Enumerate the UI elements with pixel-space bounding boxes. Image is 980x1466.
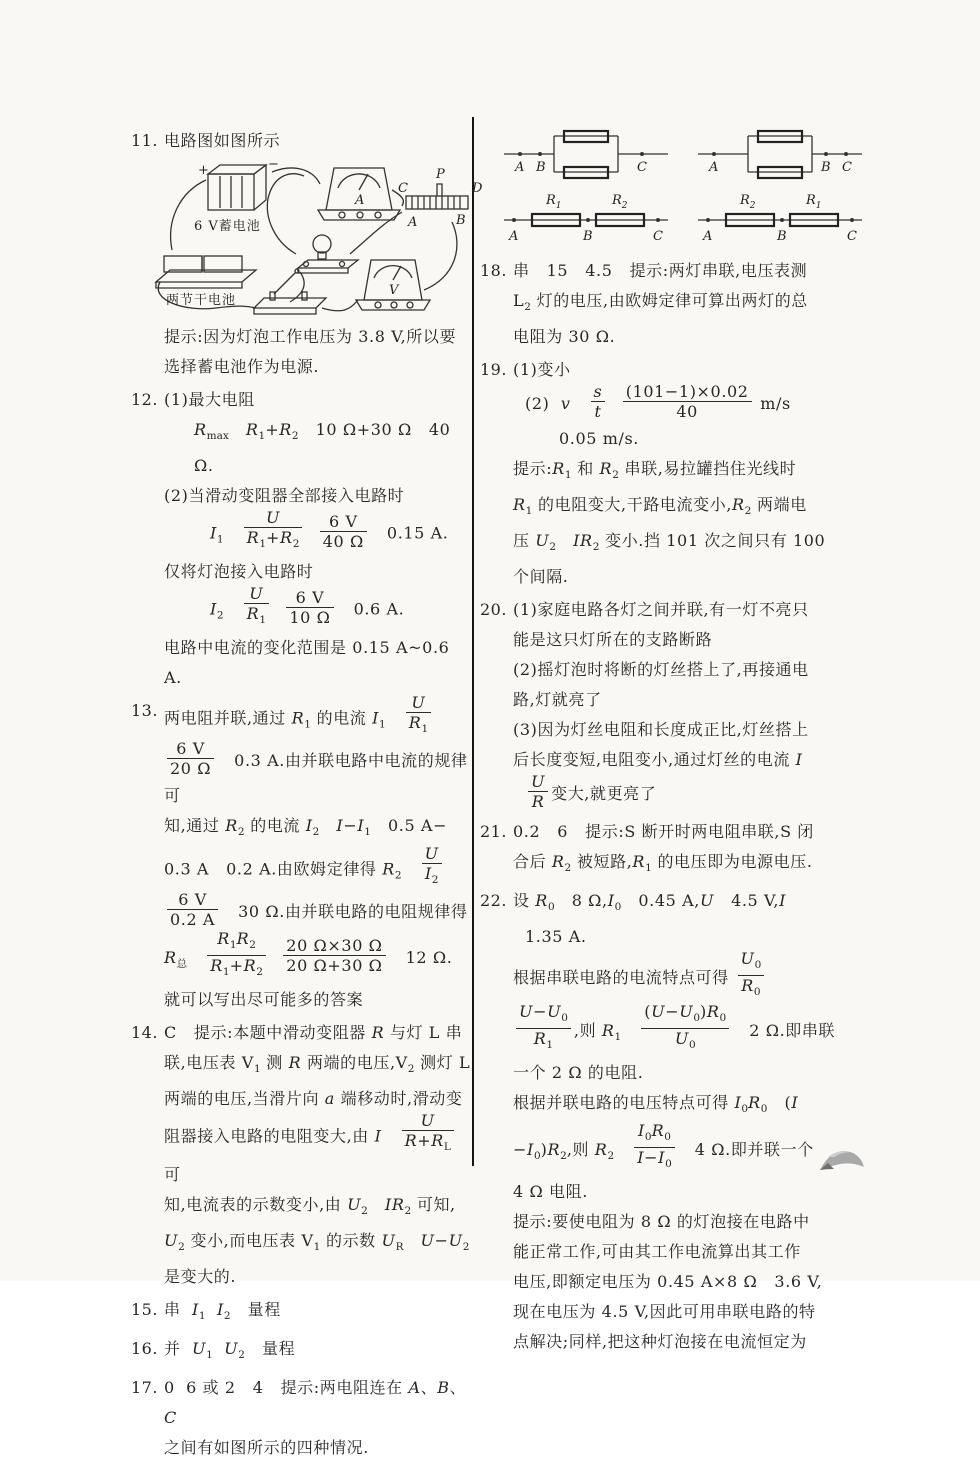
answer-item-15: [131, 1295, 472, 1331]
left-column: [131, 126, 483, 1466]
text-line: 一个 2 Ω 的电阻.: [513, 1063, 644, 1082]
text-line: $\frac{6 V}{20 \Omega}$ 0.3 A.由并联电路中电流的规律可: [164, 739, 468, 805]
formula-line: $I_1$ $\frac{U}{R_1+R_2}$ $\frac{6 V}{40 \Omega}$ 0.15 A.: [210, 508, 449, 551]
text-line: 设 $R_0$ 8 $\Omega,I_0$ 0.45 A,U 4.5 V,I: [513, 891, 786, 913]
item-body: [164, 1018, 472, 1292]
text-line: 串 15 4.5 提示:两灯串联,电压表测: [513, 261, 808, 280]
resistor-label: R: [740, 193, 750, 208]
scan-artifact-thumb: [818, 1148, 870, 1178]
minus-terminal-label: −: [268, 157, 279, 172]
text-line: 0.3 A 0.2 A.由欧姆定律得 $R_2$ $\frac{U}{I_2}$: [164, 847, 472, 893]
resistor-sub: 1: [555, 201, 562, 211]
text-line: 4 Ω 电阻.: [513, 1182, 588, 1201]
formula-line: 0.05 m/s.: [559, 429, 639, 448]
item-body: [164, 385, 472, 693]
four-circuit-cases-figure: [500, 126, 872, 244]
text-line: 就可以写出尽可能多的答案: [164, 990, 364, 1009]
rheostat-A-label: A: [408, 215, 418, 230]
item-body: [513, 595, 872, 814]
series-diagram-row: [500, 188, 872, 244]
text-line: 能是这只灯所在的支路断路: [513, 630, 713, 649]
resistor-sub: 2: [749, 201, 756, 211]
text-line: 根据并联电路的电压特点可得 $I_0R_0$ (I: [513, 1093, 799, 1115]
text-line: (1)家庭电路各灯之间并联,有一灯不亮只: [513, 600, 809, 619]
text-line: 提示$:R_1$ 和 $R_2$ 串联,易拉罐挡住光线时: [513, 459, 797, 481]
resistor-sub: 1: [815, 201, 822, 211]
text-line: 路,灯就亮了: [513, 690, 602, 709]
svg-text:R2: [739, 193, 756, 211]
text-line: 并 $U_1$ $U_2$ 量程: [164, 1339, 296, 1361]
circuit-photo-figure: [150, 157, 486, 320]
parallel-diagram-2: [694, 126, 866, 184]
item-number: 18.: [480, 261, 507, 280]
voltmeter-letter: V: [389, 283, 399, 298]
resistor-sub: 2: [621, 201, 628, 211]
text-line: 知,电流表的示数变小,由 $U_2$ $IR_2$ 可知,: [164, 1195, 456, 1217]
resistor-label: R: [612, 193, 622, 208]
text-line: 点解决;同样,把这种灯泡接在电流恒定为: [513, 1332, 807, 1351]
dry-cells: [156, 256, 256, 308]
text-line: 个间隔.: [513, 567, 569, 586]
text-line: 联,电压表 $V_1$ 测 R 两端的电压$,V_2$ 测灯 L: [164, 1053, 471, 1075]
text-line: 两电阻并联,通过 $R_1$ 的电流 $I_1$ $\frac{U}{R_1}$: [164, 696, 472, 742]
node-B-label: B: [583, 229, 593, 244]
text-line: (2)摇灯泡时将断的灯丝搭上了,再接通电: [513, 660, 809, 679]
item-body: [164, 1295, 472, 1331]
resistor-label: R: [546, 193, 556, 208]
item-body: [513, 256, 872, 352]
rheostat-D-label: D: [472, 181, 483, 196]
node-B-label: B: [536, 160, 546, 175]
formula-line: $\frac{U-U_0}{R_1}$ ,则 $R_1$ $\frac{(U-U_0)R_0}{U_0}$ 2 Ω.即串联: [513, 1005, 872, 1058]
item-number: 20.: [480, 600, 507, 619]
rheostat: [398, 167, 483, 230]
answer-item-19: [480, 355, 872, 592]
ammeter-letter: A: [355, 193, 365, 208]
resistor-label: R: [806, 193, 816, 208]
item-body: [164, 1334, 472, 1370]
formula-line: $-I_0)R_2$,则 $R_2$ $\frac{I_0R_0}{I-I_0}$ 4 Ω.即并联一个: [513, 1121, 814, 1170]
voltmeter: [356, 260, 430, 310]
item-number: 11.: [131, 131, 158, 150]
answer-item-16: [131, 1334, 472, 1370]
answer-item-14: [131, 1018, 472, 1292]
text-line: 是变大的.: [164, 1267, 237, 1286]
formula-line: $R_{max}$ $R_1+R_2$ 10 Ω+30 Ω 40 Ω.: [194, 420, 457, 475]
text-line: 提示:因为灯泡工作电压为 3.8 V,所以要: [164, 327, 457, 346]
text-line: 串 $I_1$ $I_2$ 量程: [164, 1300, 281, 1322]
text-line: 能正常工作,可由其工作电流算出其工作: [513, 1242, 801, 1261]
text-line: 选择蓄电池作为电源.: [164, 357, 320, 376]
ammeter: [318, 168, 400, 220]
plus-terminal-label: +: [198, 163, 209, 178]
node-C-label: C: [637, 160, 647, 175]
rheostat-P-label: P: [436, 167, 445, 182]
text-line: $U_2$ 变小,而电压表 $V_1$ 的示数 $U_R$ $U-U_2$: [164, 1231, 470, 1253]
answer-item-22: [480, 886, 872, 1357]
answer-item-17: [131, 1373, 472, 1463]
item-number: 14.: [131, 1023, 158, 1042]
formula-line: $I_2$ $\frac{U}{R_1}$ $\frac{6 V}{10 \Omega}$ 0.6 A.: [210, 584, 405, 627]
text-line: $R_1$ 的电阻变大,干路电流变小$,R_2$ 两端电: [513, 495, 807, 517]
item-number: 16.: [131, 1339, 158, 1358]
item-body: [513, 886, 872, 1357]
answer-item-21: [480, 817, 872, 883]
text-line: 0.2 6 提示:S 断开时两电阻串联,S 闭: [513, 822, 814, 841]
answer-item-11: [131, 126, 483, 382]
node-C-label: C: [842, 160, 852, 175]
text-line: 知,通过 $R_2$ 的电流 $I_2$ $I-I_1$ 0.5 A−: [164, 816, 448, 838]
parallel-diagram-1: [500, 126, 672, 184]
text-line: (1)最大电阻: [164, 390, 255, 409]
rheostat-B-label: B: [456, 213, 466, 228]
text-line: 后长度变短,电阻变小,通过灯丝的电流 I: [513, 750, 803, 769]
storage-battery: [194, 157, 279, 234]
node-C-label: C: [653, 229, 663, 244]
text-line: $\frac{6 V}{0.2 A}$ 30 Ω.由并联电路的电阻规律得: [164, 893, 472, 932]
text-line: 0 6 或 2 4 提示:两电阻连在 A、B、C: [164, 1378, 467, 1427]
item-body: [513, 817, 872, 883]
item-number: 21.: [480, 822, 507, 841]
switch: [254, 269, 326, 314]
text-line: 电压,即额定电压为 0.45 A×8 Ω 3.6 V,: [513, 1272, 823, 1291]
wires: [158, 168, 457, 311]
text-line: 阻器接入电路的电阻变大,由 I $\frac{U}{R+R_L}$ 可: [164, 1114, 472, 1190]
item-number: 22.: [480, 891, 507, 910]
text-line: 两端的电压,当滑片向 a 端移动时,滑动变: [164, 1089, 463, 1108]
drycells-label: 两节干电池: [166, 293, 237, 308]
answer-item-18: [480, 256, 872, 352]
item-body: [513, 355, 872, 592]
item-body: [164, 126, 483, 382]
text-line: $L_2$ 灯的电压,由欧姆定律可算出两灯的总: [513, 291, 808, 313]
series-diagram-2: [694, 188, 866, 244]
right-column: [480, 124, 872, 1360]
node-A-label: A: [515, 160, 525, 175]
lamp: [298, 235, 358, 273]
text-line: 之间有如图所示的四种情况.: [164, 1438, 369, 1457]
formula-line: $R_总$ $\frac{R_1R_2}{R_1+R_2}$ $\frac{20 \Omega\times 30 \Omega}{20 \Omega+30 \Omega}$ 12 Ω.: [164, 929, 453, 978]
answer-item-20: [480, 595, 872, 814]
formula-line: 根据串联电路的电流特点可得 $\frac{U_0}{R_0}$: [513, 952, 872, 1005]
node-A-label: A: [509, 229, 519, 244]
text-line: 仅将灯泡接入电路时: [164, 562, 314, 581]
formula-line: (2) v $\frac{s}{t}$ $\frac{(101-1)\times 0.02}{40}$ m/s: [525, 382, 791, 421]
text-line: (2)当滑动变阻器全部接入电路时: [164, 486, 405, 505]
text-line: (1)变小: [513, 360, 571, 379]
text-line: 现在电压为 4.5 V,因此可用串联电路的特: [513, 1302, 816, 1321]
text-line: 压 $U_2$ $IR_2$ 变小.挡 101 次之间只有 100: [513, 531, 826, 553]
item-number: 13.: [131, 701, 158, 720]
parallel-diagram-row: [500, 126, 872, 184]
series-diagram-1: [500, 188, 672, 244]
rheostat-C-label: C: [398, 181, 408, 196]
item-body: [164, 693, 472, 1015]
answer-item-13: [131, 693, 472, 1015]
item-number: 17.: [131, 1378, 158, 1397]
formula-line: $\frac{U}{R}$ 变大,就更亮了: [525, 775, 872, 814]
item-body: [164, 1373, 472, 1463]
text-line: (3)因为灯丝电阻和长度成正比,灯丝搭上: [513, 720, 809, 739]
svg-text:R1: [805, 193, 822, 211]
text-line: 电阻为 30 Ω.: [513, 327, 616, 346]
svg-text:R2: [611, 193, 628, 211]
svg-text:R1: [545, 193, 562, 211]
battery-label: 6 V蓄电池: [194, 219, 261, 234]
text-line: 电路中电流的变化范围是 0.15 A~0.6 A.: [164, 638, 456, 687]
item-number: 15.: [131, 1300, 158, 1319]
text-line: 合后 $R_2$ 被短路$,R_1$ 的电压即为电源电压.: [513, 852, 813, 874]
text-line: C 提示:本题中滑动变阻器 R 与灯 L 串: [164, 1023, 463, 1042]
node-C-label: C: [847, 229, 857, 244]
node-B-label: B: [777, 229, 787, 244]
node-A-label: A: [709, 160, 719, 175]
text-line: 1.35 A.: [525, 927, 587, 946]
answer-item-12: [131, 385, 472, 693]
item-number: 19.: [480, 360, 507, 379]
node-B-label: B: [821, 160, 831, 175]
text-line: 提示:要使电阻为 8 Ω 的灯泡接在电路中: [513, 1212, 810, 1231]
node-A-label: A: [703, 229, 713, 244]
item-number: 12.: [131, 390, 158, 409]
text-line: 电路图如图所示: [164, 131, 281, 150]
